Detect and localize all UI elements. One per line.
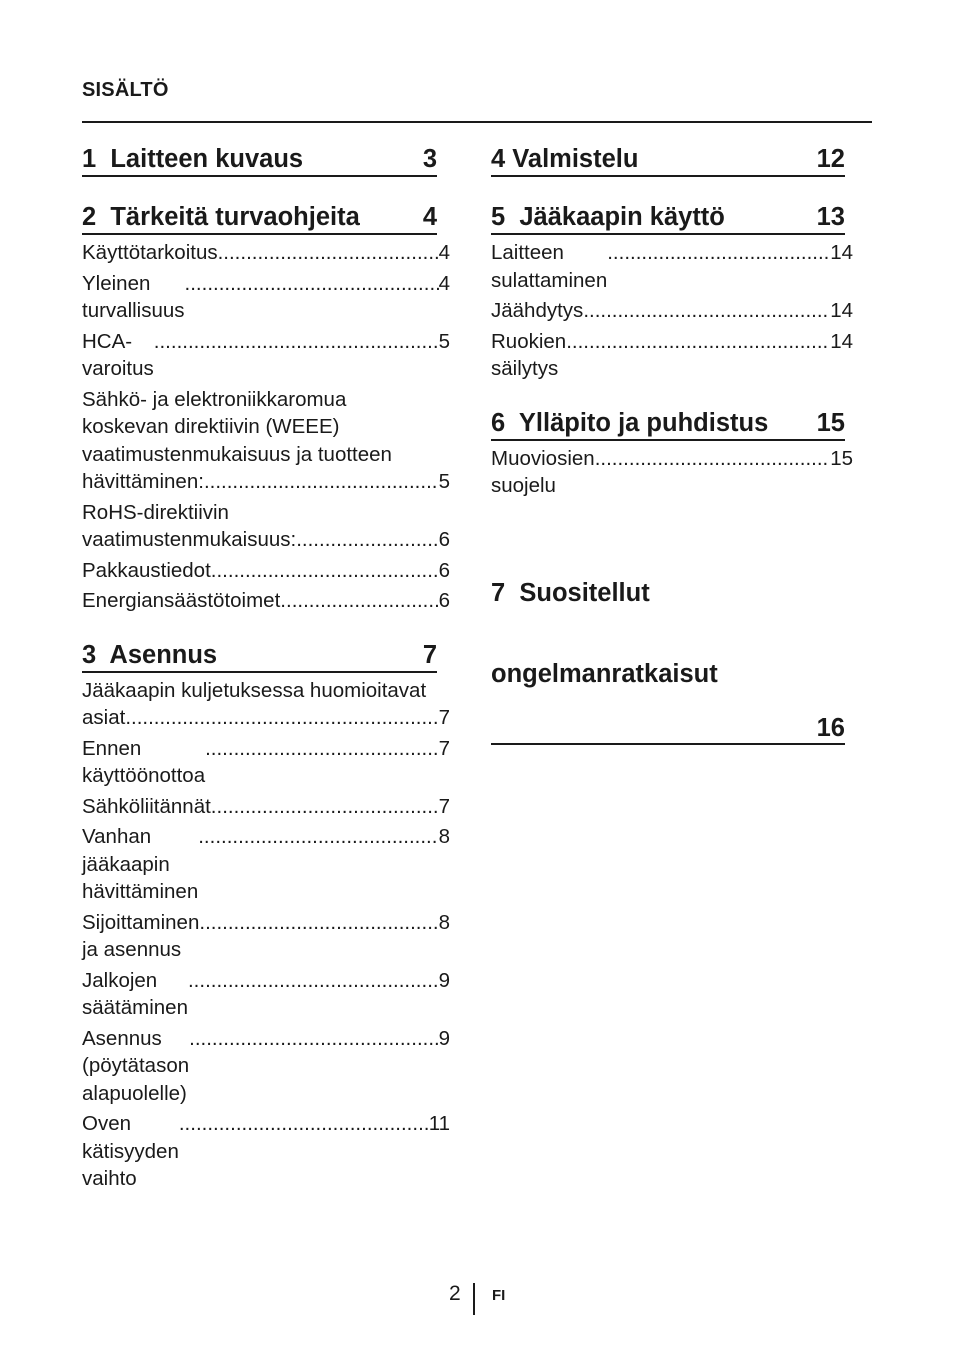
- entry-page: 6: [438, 528, 450, 551]
- dot-leader: [205, 735, 439, 763]
- toc-entry[interactable]: [82, 386, 450, 496]
- section-title-line: Suositellut: [519, 578, 650, 607]
- toc-entry[interactable]: [82, 587, 450, 615]
- toc-section-5: [491, 203, 853, 383]
- toc-section-3: [82, 641, 450, 1193]
- dot-leader: [296, 526, 438, 554]
- section-number: 2: [82, 203, 97, 231]
- section-title-line: ongelmanratkaisut: [491, 659, 718, 688]
- top-divider: [82, 121, 872, 123]
- dot-leader: [185, 270, 439, 298]
- entry-label: Oven kätisyyden vaihto: [82, 1112, 179, 1190]
- section-number: 4: [491, 145, 506, 173]
- toc-section-2: [82, 203, 450, 615]
- section-number: 3: [82, 640, 97, 669]
- toc-section-6: [491, 409, 853, 500]
- entry-label: asiat: [82, 706, 126, 729]
- entry-page: 5: [438, 470, 450, 493]
- entry-page: 4: [438, 241, 450, 264]
- entry-label-line: vaatimustenmukaisuus ja tuotteen: [82, 442, 392, 466]
- toc-right-column: [491, 145, 853, 771]
- entry-label: HCA-varoitus: [82, 329, 154, 380]
- footer-divider: [473, 1283, 475, 1315]
- section-page: 13: [816, 203, 845, 231]
- section-heading[interactable]: [82, 641, 437, 673]
- toc-entry[interactable]: [82, 270, 450, 325]
- entry-label: hävittäminen:: [82, 470, 204, 493]
- dot-leader: [204, 468, 439, 496]
- dot-leader: [189, 1025, 438, 1053]
- dot-leader: [280, 587, 438, 615]
- entry-label-line: Sähkö- ja elektroniikkaromua: [82, 387, 347, 411]
- section-number: 7: [491, 578, 506, 607]
- section-page: 16: [816, 713, 845, 742]
- toc-entry[interactable]: [491, 239, 853, 294]
- entry-page: 14: [830, 329, 853, 353]
- entry-page: 15: [830, 446, 853, 470]
- dot-leader: [607, 239, 830, 267]
- dot-leader: [125, 704, 438, 732]
- entry-label-line: koskevan direktiivin (WEEE): [82, 415, 340, 438]
- entry-page: 9: [438, 968, 450, 992]
- entry-label: Muoviosien suojelu: [491, 446, 595, 497]
- section-title: Laitteen kuvaus: [110, 145, 304, 173]
- dot-leader: [211, 557, 439, 585]
- section-entries: [491, 445, 853, 500]
- entry-page: 6: [438, 558, 450, 582]
- toc-entry[interactable]: [491, 328, 853, 383]
- dot-leader: [199, 909, 438, 937]
- toc-section-7: [491, 526, 853, 745]
- section-number: 6: [491, 408, 506, 437]
- entry-page: 7: [438, 736, 450, 760]
- section-title: Ylläpito ja puhdistus: [518, 408, 769, 437]
- entry-page: 11: [428, 1112, 450, 1135]
- dot-leader: [154, 328, 439, 356]
- section-number: 5: [491, 203, 506, 231]
- dot-leader: [179, 1110, 429, 1138]
- section-page: 15: [816, 408, 845, 437]
- entry-label: Käyttötarkoitus: [82, 241, 218, 264]
- toc-entry[interactable]: [82, 1110, 450, 1193]
- section-page: 3: [422, 145, 437, 173]
- toc-entry[interactable]: [82, 557, 450, 585]
- section-heading[interactable]: [82, 145, 437, 177]
- entry-page: 8: [438, 825, 450, 848]
- entry-page: 8: [438, 910, 450, 934]
- entry-label: Pakkaustiedot: [82, 558, 211, 582]
- toc-section-4: [491, 145, 853, 177]
- entry-page: 6: [438, 589, 450, 612]
- entry-label: Jäähdytys: [491, 299, 584, 322]
- entry-label: Vanhan jääkaapin hävittäminen: [82, 825, 199, 903]
- section-entries: [491, 239, 853, 383]
- page-number: 2: [449, 1282, 461, 1305]
- entry-label: Ennen käyttöönottoa: [82, 736, 206, 787]
- section-page: 12: [816, 145, 845, 173]
- section-page: 4: [422, 203, 437, 231]
- toc-entry[interactable]: [82, 909, 450, 964]
- entry-label: Sähköliitännät: [82, 794, 211, 818]
- section-heading[interactable]: [82, 203, 437, 235]
- entry-page: 14: [830, 299, 853, 322]
- dot-leader: [211, 793, 439, 821]
- section-entries: [82, 239, 450, 615]
- entry-label: Sijoittaminen ja asennus: [82, 910, 200, 961]
- toc-entry[interactable]: [82, 1025, 450, 1108]
- entry-label: Yleinen turvallisuus: [82, 271, 185, 322]
- dot-leader: [218, 239, 439, 267]
- toc-left-column: [82, 145, 450, 1219]
- section-title: Tärkeitä turvaohjeita: [110, 203, 360, 231]
- section-title: Valmistelu: [512, 145, 639, 173]
- entry-label: Jalkojen säätäminen: [82, 968, 188, 1019]
- entry-label: Laitteen sulattaminen: [491, 241, 608, 292]
- dot-leader: [198, 823, 438, 851]
- entry-page: 7: [438, 706, 450, 729]
- entry-page: 7: [438, 794, 450, 818]
- section-heading[interactable]: [491, 409, 845, 441]
- toc-entry[interactable]: [82, 677, 450, 732]
- language-code: FI: [492, 1287, 506, 1304]
- toc-entry[interactable]: [82, 823, 450, 906]
- entry-label-line: RoHS-direktiivin: [82, 500, 229, 524]
- entry-page: 14: [830, 241, 853, 264]
- section-heading[interactable]: [491, 145, 845, 177]
- toc-entry[interactable]: [491, 297, 853, 325]
- entry-page: 5: [438, 329, 450, 353]
- entry-label: Energiansäästötoimet: [82, 589, 281, 612]
- section-heading[interactable]: [491, 526, 845, 745]
- toc-entry[interactable]: [82, 499, 450, 554]
- toc-section-1: [82, 145, 450, 177]
- toc-entry[interactable]: [82, 328, 450, 383]
- entry-label: Asennus (pöytätason alapuolelle): [82, 1026, 190, 1105]
- toc-entry[interactable]: [82, 735, 450, 790]
- section-number: 1: [82, 145, 97, 173]
- section-page: 7: [422, 640, 437, 669]
- dot-leader: [566, 328, 830, 356]
- section-heading[interactable]: [491, 203, 845, 235]
- entry-label: Ruokien säilytys: [491, 329, 567, 380]
- entry-label-line: Jääkaapin kuljetuksessa huomioitavat: [82, 678, 427, 702]
- section-title: Jääkaapin käyttö: [519, 203, 725, 231]
- entry-page: 4: [438, 271, 450, 295]
- section-entries: [82, 677, 450, 1193]
- page-title: SISÄLTÖ: [82, 79, 169, 101]
- section-title: Asennus: [109, 640, 218, 669]
- toc-entry[interactable]: [491, 445, 853, 500]
- toc-entry[interactable]: [82, 793, 450, 821]
- dot-leader: [595, 445, 830, 473]
- toc-entry[interactable]: [82, 967, 450, 1022]
- entry-page: 9: [438, 1026, 450, 1050]
- dot-leader: [583, 297, 830, 325]
- toc-entry[interactable]: [82, 239, 450, 267]
- entry-label: vaatimustenmukaisuus:: [82, 528, 297, 551]
- dot-leader: [188, 967, 439, 995]
